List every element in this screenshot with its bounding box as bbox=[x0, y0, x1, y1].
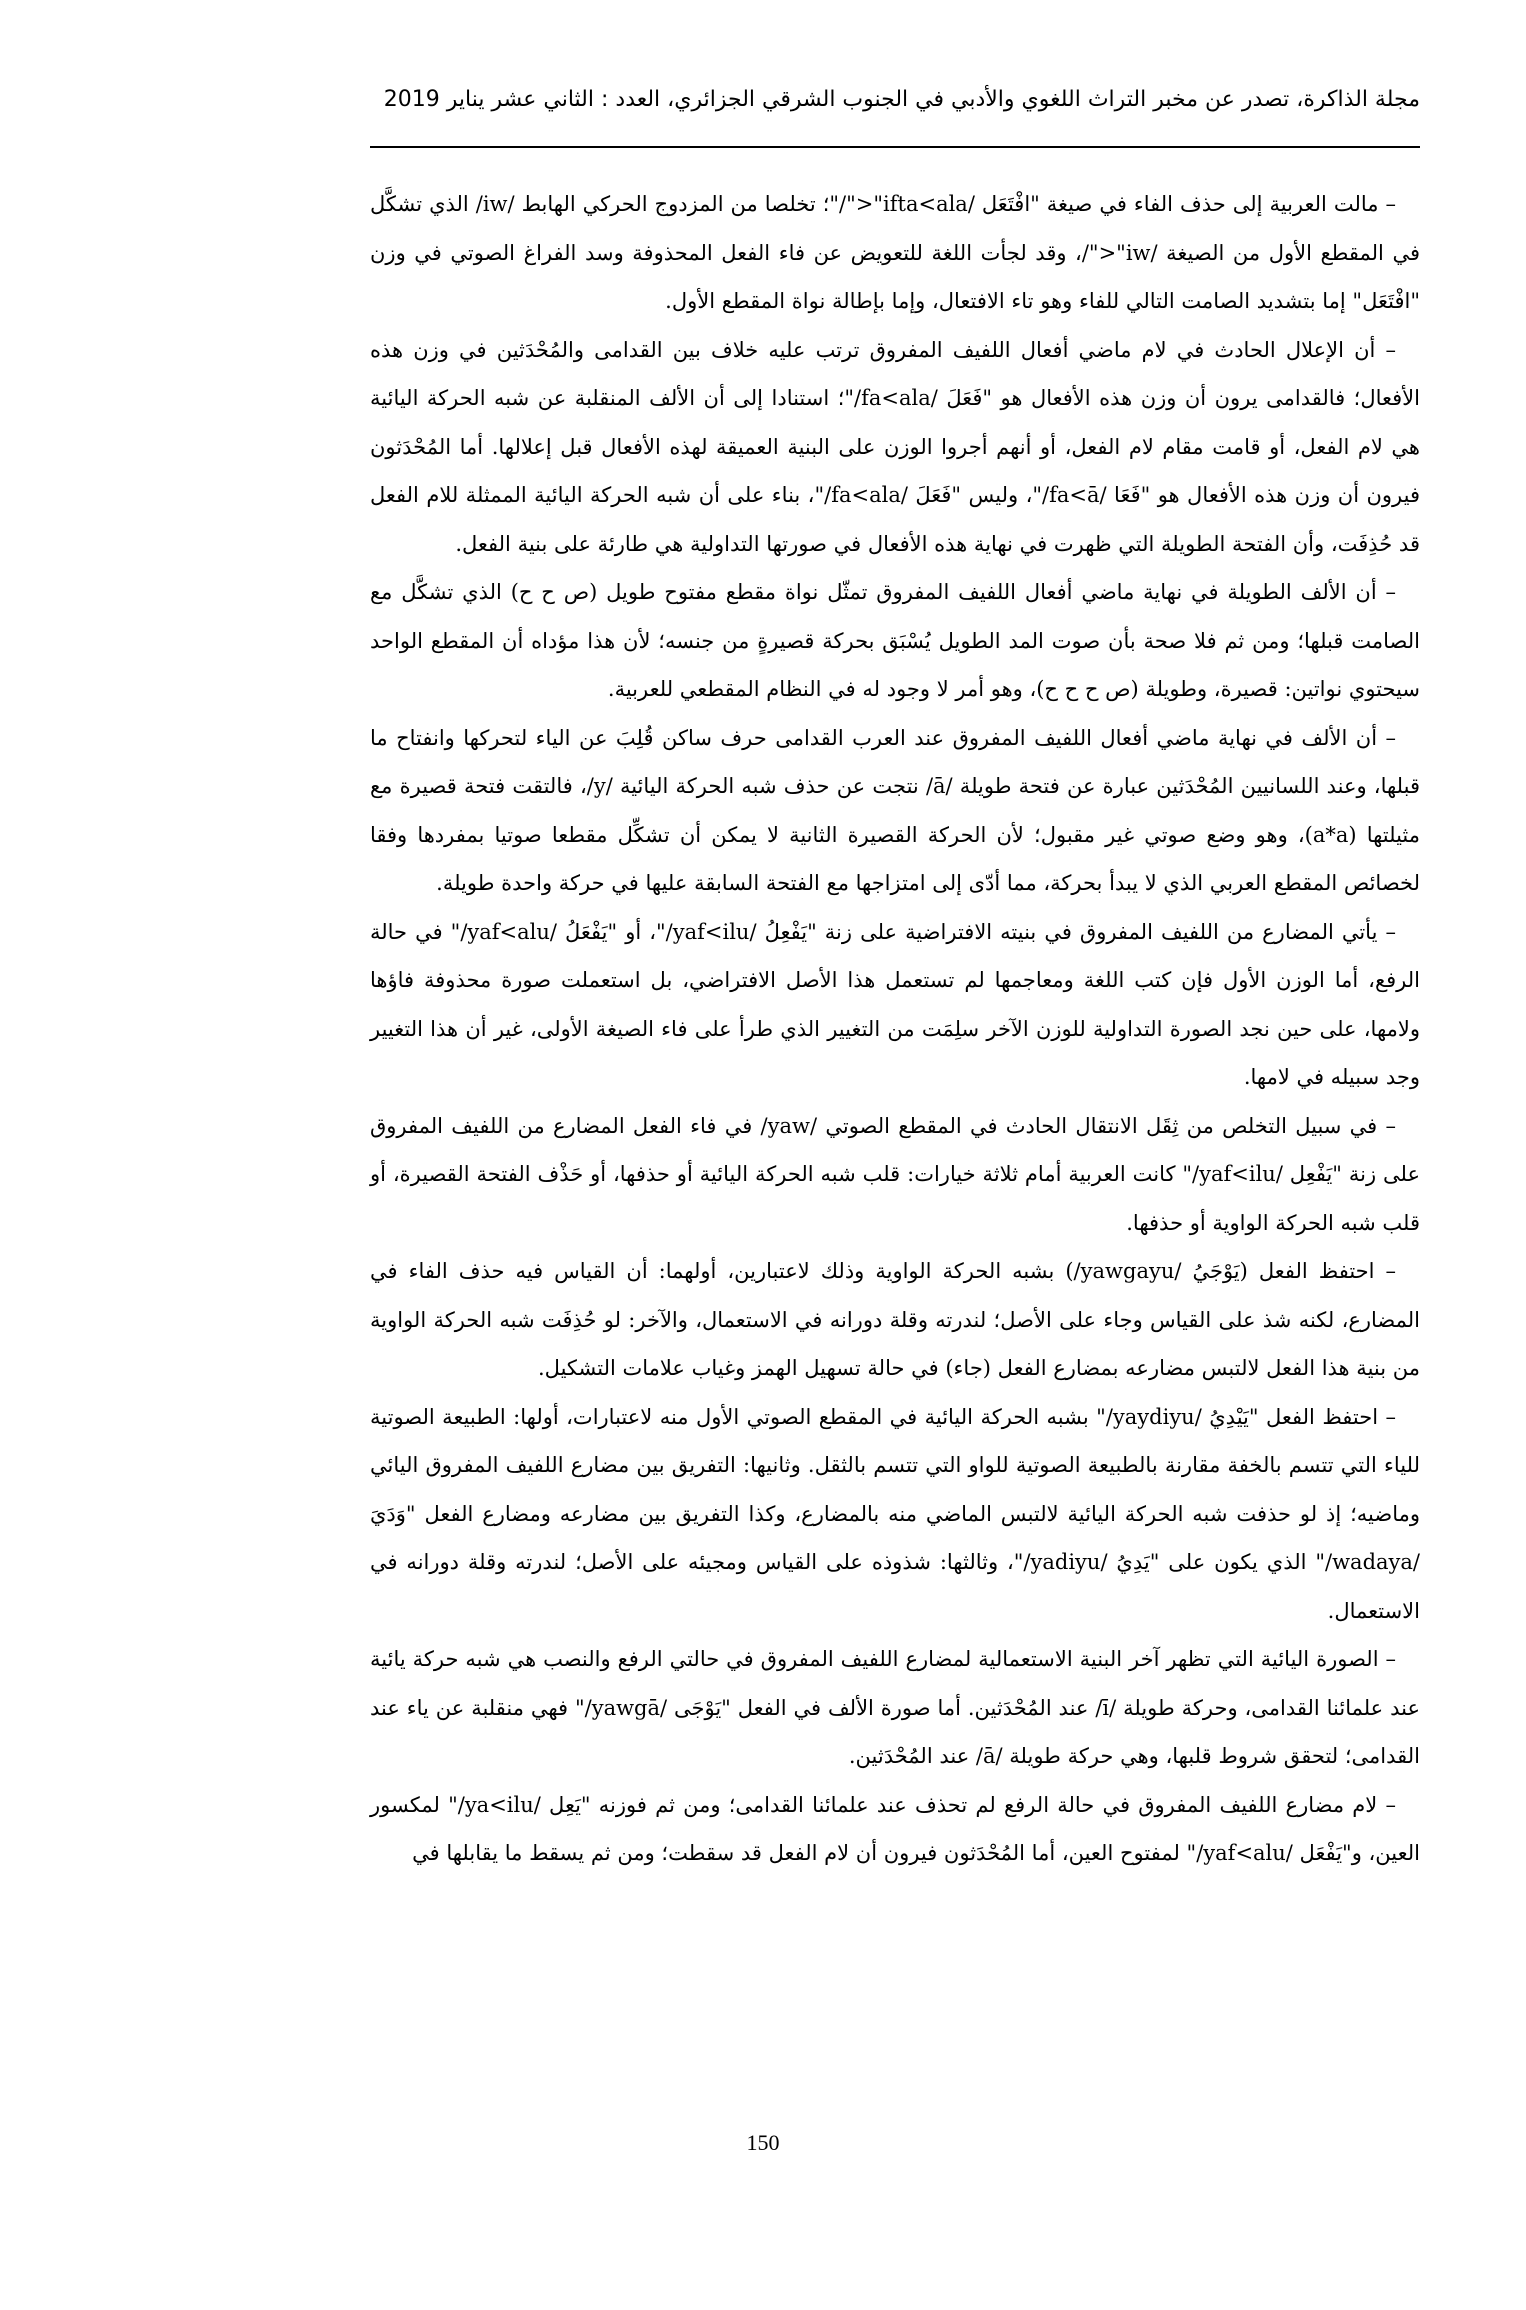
paragraph-8: – احتفظ الفعل "يَيْدِيُ /yaydiyu/" بشبه الحركة اليائية في المقطع الصوتي الأول منه لاعتبارات، أولها: الطبيعة الصوتية للياء التي تتسم بالخفة مقارنة بالطبيعة الصوتية للواو التي تتسم بالثقل. وثانيها: التفريق بين مضارع اللفيف المفروق اليائي وماضيه؛ إذ لو حذفت شبه الحركة اليائية لالتبس الماضي منه بالمضارع، وكذا التفريق بين مضارعه ومضارع الفعل "وَدَيَ /wadaya/" الذي يكون على "يَدِيُ /yadiyu/"، وثالثها: شذوذه على القياس ومجيئه على الأصل؛ لندرته وقلة دورانه في الاستعمال. bbox=[370, 1404, 1420, 1623]
page-number: 150 bbox=[746, 2130, 780, 2155]
header-divider bbox=[370, 146, 1420, 148]
paragraph-1: – مالت العربية إلى حذف الفاء في صيغة "افْتَعَل /ifta<ala"<"/"؛ تخلصا من المزدوج الحركي الهابط /iw/ الذي تشكَّل في المقطع الأول من الصيغة /iw"<"/، وقد لجأت اللغة للتعويض عن فاء الفعل المحذوفة وسد الفراغ الصوتي في وزن "افْتَعَل" إما بتشديد الصامت التالي للفاء وهو تاء الافتعال، وإما بإطالة نواة المقطع الأول. bbox=[370, 192, 1420, 313]
paragraph-5: – يأتي المضارع من اللفيف المفروق في بنيته الافتراضية على زنة "يَفْعِلُ /yaf<ilu/"، أو "يَفْعَلُ /yaf<alu/" في حالة الرفع، أما الوزن الأول فإن كتب اللغة ومعاجمها لم تستعمل هذا الأصل الافتراضي، بل استعملت صورة محذوفة فاؤها ولامها، على حين نجد الصورة التداولية للوزن الآخر سلِمَت من التغيير الذي طرأ على فاء الصيغة الأولى، غير أن هذا التغيير وجد سبيله في لامها. bbox=[370, 919, 1420, 1089]
paragraph-7: – احتفظ الفعل (يَوْجَيُ /yawgayu/) بشبه الحركة الواوية وذلك لاعتبارين، أولهما: أن القياس فيه حذف الفاء في المضارع، لكنه شذ على القياس وجاء على الأصل؛ لندرته وقلة دورانه في الاستعمال، والآخر: لو حُذِفَت شبه الحركة الواوية من بنية هذا الفعل لالتبس مضارعه بمضارع الفعل (جاء) في حالة تسهيل الهمز وغياب علامات التشكيل. bbox=[370, 1259, 1420, 1380]
article-body bbox=[370, 180, 1420, 1878]
paragraph-2: – أن الإعلال الحادث في لام ماضي أفعال اللفيف المفروق ترتب عليه خلاف بين القدامى والمُحْدَثين في وزن هذه الأفعال؛ فالقدامى يرون أن وزن هذه الأفعال هو "فَعَلَ /fa<ala/"؛ استنادا إلى أن الألف المنقلبة عن شبه الحركة اليائية هي لام الفعل، أو قامت مقام لام الفعل، أو أنهم أجروا الوزن على البنية العميقة لهذه الأفعال قبل إعلالها. أما المُحْدَثون فيرون أن وزن هذه الأفعال هو "فَعَا /fa<ā/"، وليس "فَعَلَ /fa<ala/"، بناء على أن شبه الحركة اليائية الممثلة للام الفعل قد حُذِفَت، وأن الفتحة الطويلة التي ظهرت في نهاية هذه الأفعال في صورتها التداولية هي طارئة على بنية الفعل. bbox=[370, 337, 1420, 556]
paragraph-4: – أن الألف في نهاية ماضي أفعال اللفيف المفروق عند العرب القدامى حرف ساكن قُلِبَ عن الياء لتحركها وانفتاح ما قبلها، وعند اللسانيين المُحْدَثين عبارة عن فتحة طويلة /ā/ نتجت عن حذف شبه الحركة اليائية /y/، فالتقت فتحة قصيرة مع مثيلتها (a*a)، وهو وضع صوتي غير مقبول؛ لأن الحركة القصيرة الثانية لا يمكن أن تشكِّل مقطعا صوتيا بمفردها وفقا لخصائص المقطع العربي الذي لا يبدأ بحركة، مما أدّى إلى امتزاجها مع الفتحة السابقة عليها في حركة واحدة طويلة. bbox=[370, 725, 1420, 895]
journal-header: مجلة الذاكرة، تصدر عن مخبر التراث اللغوي والأدبي في الجنوب الشرقي الجزائري، العدد : الثاني عشر يناير 2019 bbox=[383, 87, 1420, 112]
paragraph-3: – أن الألف الطويلة في نهاية ماضي أفعال اللفيف المفروق تمثّل نواة مقطع مفتوح طويل (ص ح ح) الذي تشكَّل مع الصامت قبلها؛ ومن ثم فلا صحة بأن صوت المد الطويل يُسْبَق بحركة قصيرةٍ من جنسه؛ لأن هذا مؤداه أن المقطع الواحد سيحتوي نواتين: قصيرة، وطويلة (ص ح ح ح)، وهو أمر لا وجود له في النظام المقطعي للعربية. bbox=[370, 580, 1420, 701]
paragraph-9: – الصورة اليائية التي تظهر آخر البنية الاستعمالية لمضارع اللفيف المفروق في حالتي الرفع والنصب هي شبه حركة يائية عند علمائنا القدامى، وحركة طويلة /ī/ عند المُحْدَثين. أما صورة الألف في الفعل "يَوْجَى /yawgā/" فهي منقلبة عن ياء عند القدامى؛ لتحقق شروط قلبها، وهي حركة طويلة /ā/ عند المُحْدَثين. bbox=[370, 1647, 1420, 1768]
paragraph-6: – في سبيل التخلص من ثِقَل الانتقال الحادث في المقطع الصوتي /yaw/ في فاء الفعل المضارع من اللفيف المفروق على زنة "يَفْعِل /yaf<ilu/" كانت العربية أمام ثلاثة خيارات: قلب شبه الحركة اليائية أو حذفها، أو حَذْف الفتحة القصيرة، أو قلب شبه الحركة الواوية أو حذفها. bbox=[370, 1113, 1420, 1235]
paragraph-10: – لام مضارع اللفيف المفروق في حالة الرفع لم تحذف عند علمائنا القدامى؛ ومن ثم فوزنه "يَعِل /ya<ilu/" لمكسور العين، و"يَفْعَل /yaf<alu/" لمفتوح العين، أما المُحْدَثون فيرون أن لام الفعل قد سقطت؛ ومن ثم يسقط ما يقابلها في bbox=[370, 1792, 1420, 1865]
